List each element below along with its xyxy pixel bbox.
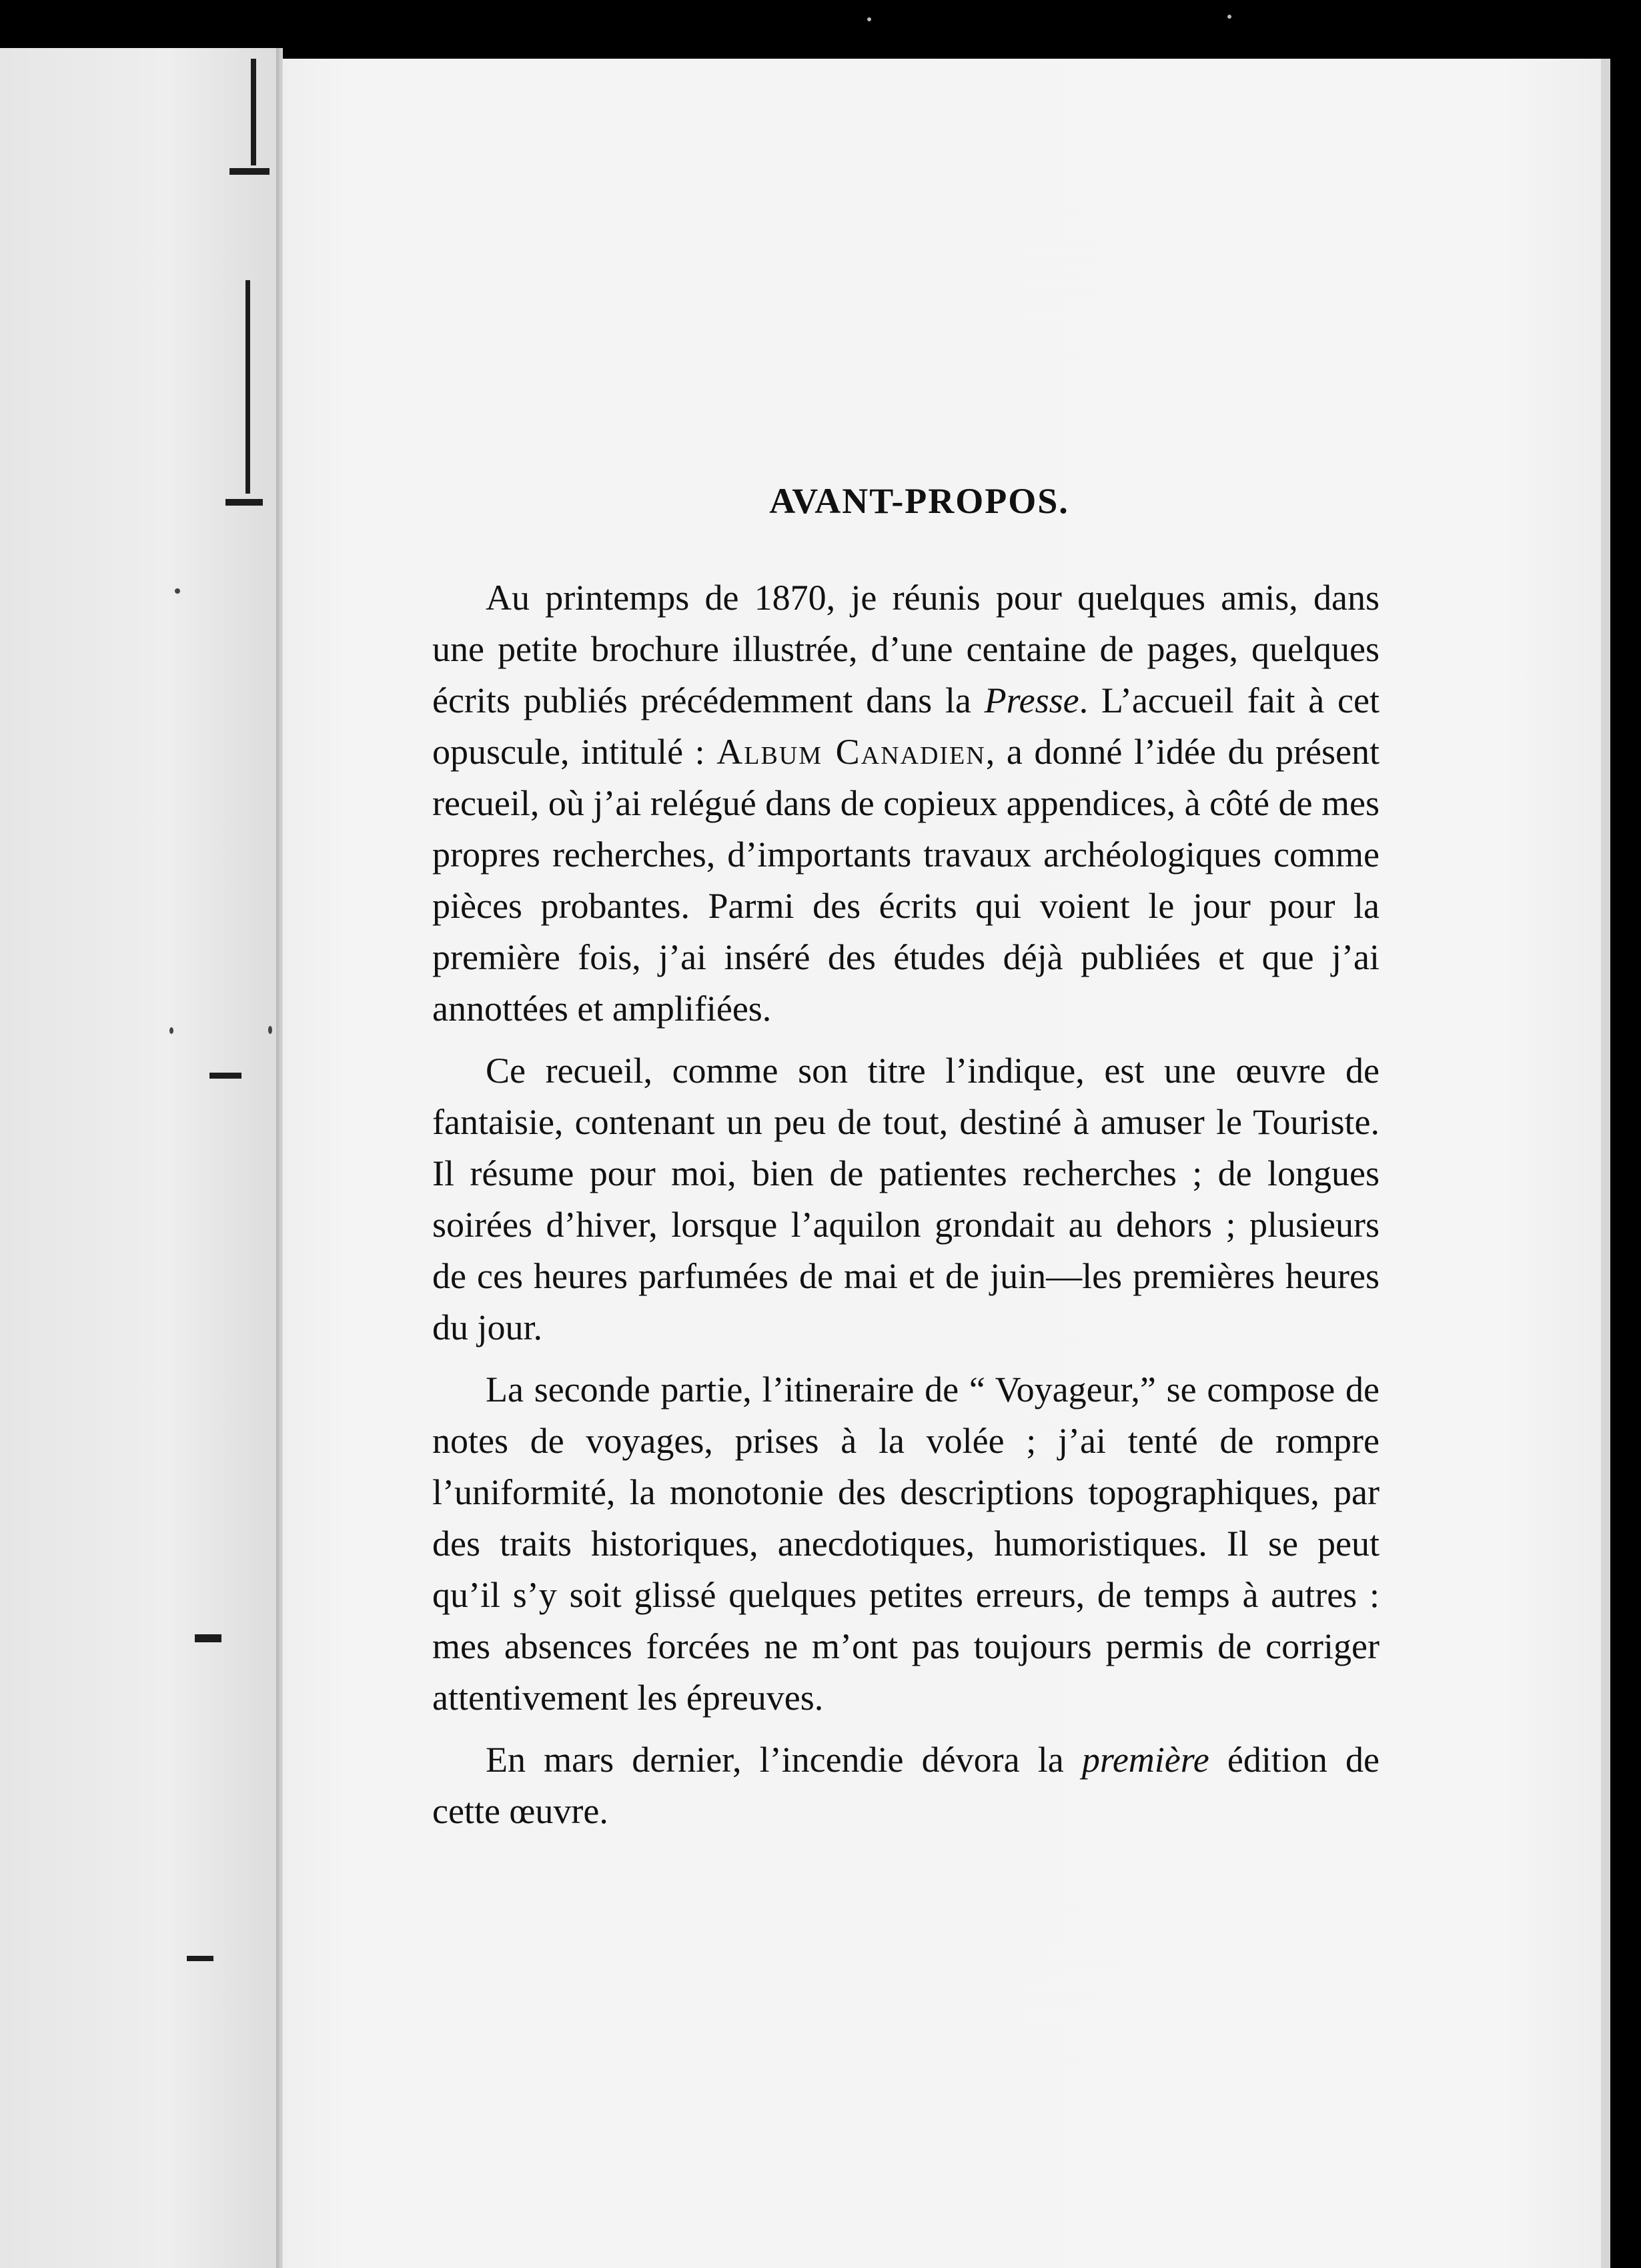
- binding-stitch-mark: [229, 168, 269, 175]
- paragraph: [432, 1364, 1380, 1724]
- dust-speck: [1227, 15, 1231, 19]
- page-edge: [1601, 59, 1610, 2268]
- paragraph-text: Au printemps de 1870, je réunis pour quelques amis, dans une petite brochure illustrée, d’une centaine de pages, quelques écrits publiés précédemment dans la: [432, 578, 1380, 720]
- binding-stitch-mark: [245, 280, 250, 494]
- binding-stitch-mark: [209, 1073, 241, 1079]
- paragraph: [432, 1734, 1380, 1837]
- dust-speck: [268, 1026, 272, 1034]
- paragraph-text: , a donné l’idée du présent recueil, où j’ai relégué dans de copieux appendices, à côté de mes propres recherches, d’importants travaux archéologiques comme pièces probantes. Parmi des écrits qui voient le jour pour la première fois, j’ai inséré des études déjà publiées et que j’ai annottées et amplifiées.: [432, 732, 1380, 1029]
- binding-stitch-mark: [251, 59, 256, 165]
- paragraph-text: Ce recueil, comme son titre l’indique, est une œuvre de fantaisie, contenant un peu de tout, destiné à amuser le Touriste. Il résume pour moi, bien de patientes recherches ; de longues soirées d’hiver, lorsque l’aquilon grondait au dehors ; plusieurs de ces heures parfumées de mai et de juin—les premières heures du jour.: [432, 1051, 1380, 1347]
- paragraph-text: . L’accueil fait à cet opuscule, intitulé :: [432, 680, 1380, 772]
- smallcaps-title: Album Canadien: [716, 732, 986, 772]
- gutter-shadow: [276, 48, 283, 2268]
- paragraph-text: En mars dernier, l’incendie dévora la: [486, 1740, 1082, 1780]
- binding-stitch-mark: [225, 499, 263, 506]
- paragraph: [432, 572, 1380, 1035]
- page-title: AVANT-PROPOS.: [769, 481, 1069, 521]
- italic-text: première: [1081, 1740, 1209, 1780]
- paragraph-text: La seconde partie, l’itineraire de “ Voyageur,” se compose de notes de voyages, prises à la volée ; j’ai tenté de rompre l’uniformité, la monotonie des descriptions topographiques, par des traits historiques, anecdotiques, humoristiques. Il se peut qu’il s’y soit glissé quelques petites erreurs, de temps à autres : mes absences forcées ne m’ont pas toujours permis de corriger attentivement les épreuves.: [432, 1369, 1380, 1718]
- paragraph: [432, 1045, 1380, 1353]
- dust-speck: [175, 588, 180, 594]
- dust-speck: [867, 17, 871, 21]
- page-text-block: [432, 480, 1380, 1837]
- italic-text: Presse: [984, 680, 1079, 720]
- binding-stitch-mark: [187, 1956, 213, 1961]
- left-page-gutter: [0, 48, 280, 2268]
- binding-stitch-mark: [195, 1634, 221, 1642]
- dust-speck: [169, 1027, 173, 1034]
- paragraph-text: édition de cette œuvre.: [432, 1740, 1380, 1831]
